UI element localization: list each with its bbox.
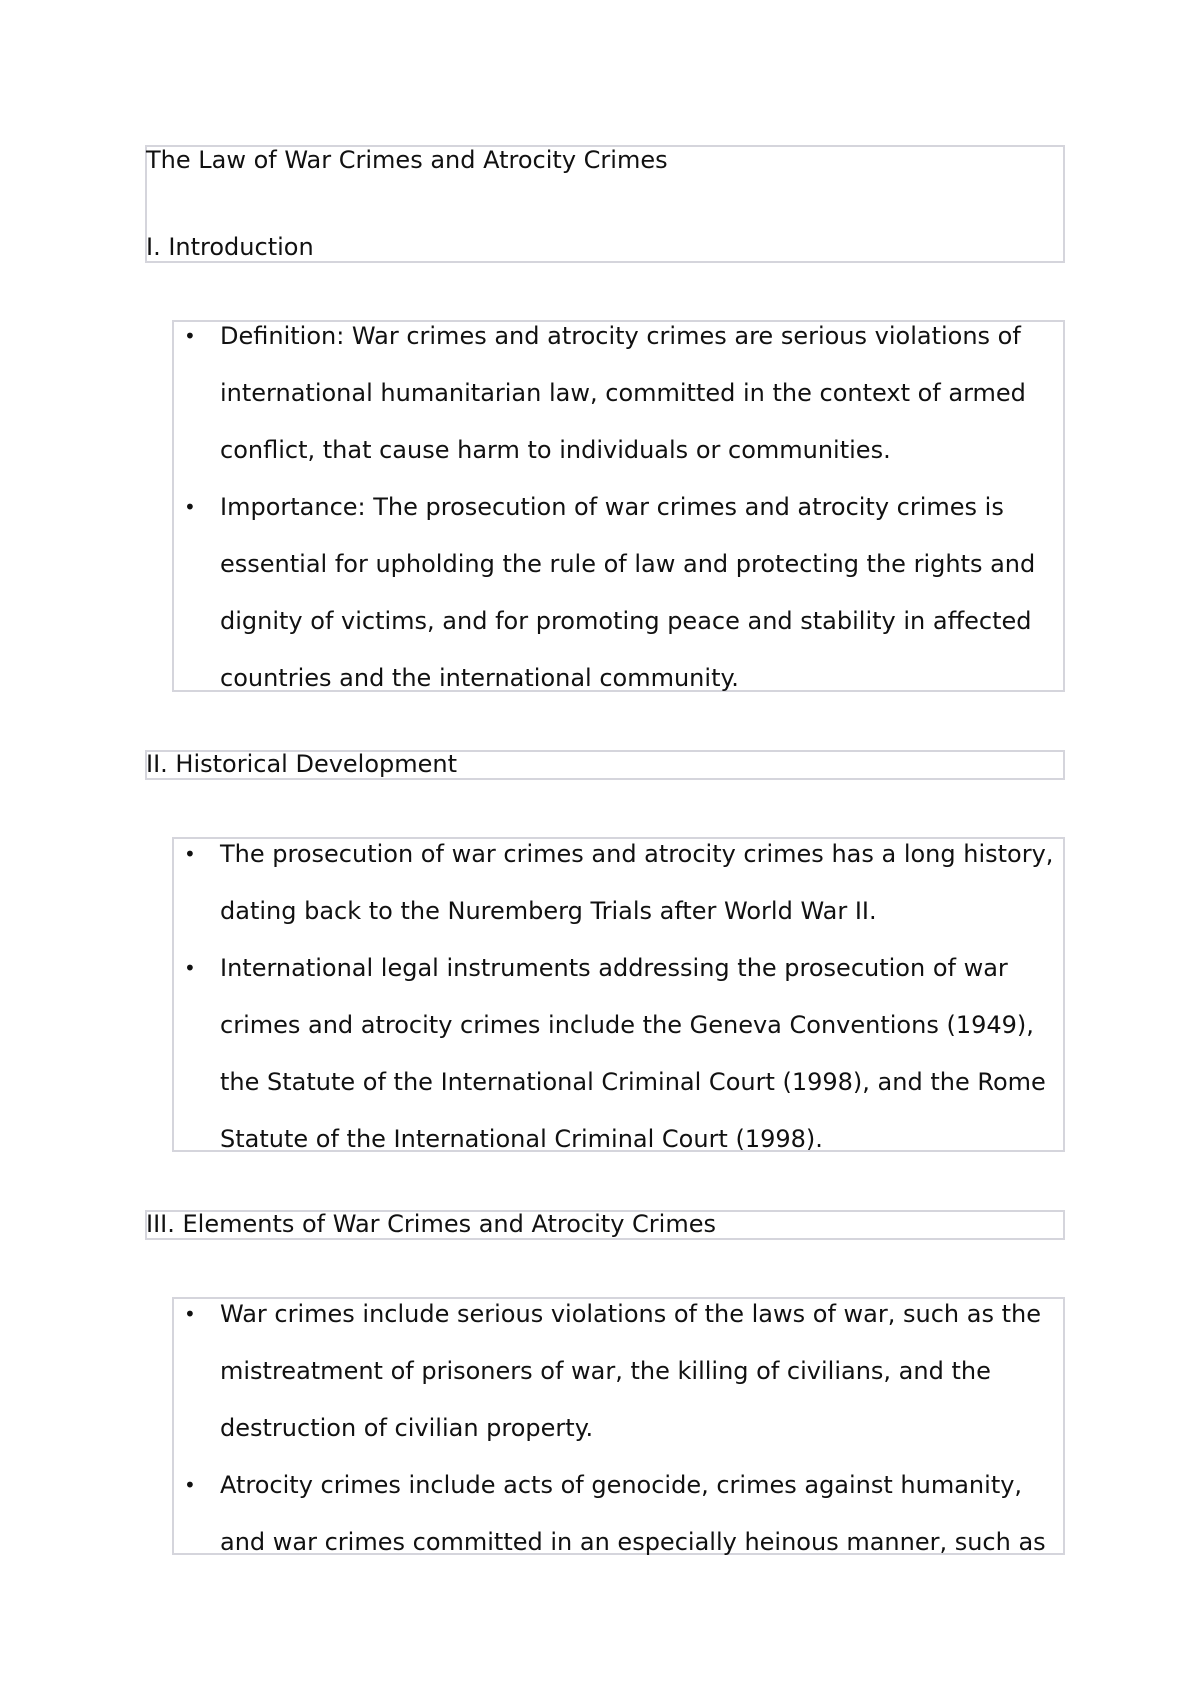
list-item bbox=[172, 479, 1062, 707]
list-item-text: The prosecution of war crimes and atrocity crimes has a long history, dating back to the Nuremberg Trials after World War II. bbox=[220, 840, 1054, 925]
bullet-icon: • bbox=[184, 956, 196, 980]
section-heading-introduction: I. Introduction bbox=[146, 233, 314, 261]
list-item bbox=[172, 1286, 1062, 1457]
bullet-list-introduction bbox=[172, 308, 1062, 707]
list-item bbox=[172, 826, 1062, 940]
list-item-text: International legal instruments addressing the prosecution of war crimes and atrocity crimes include the Geneva Conventions (1949), the Statute of the International Criminal Court (1998), and the Rome Statute of the International Criminal Court (1998). bbox=[220, 954, 1046, 1153]
list-item bbox=[172, 308, 1062, 479]
bullet-icon: • bbox=[184, 1473, 196, 1497]
bullet-icon: • bbox=[184, 324, 196, 348]
list-item bbox=[172, 940, 1062, 1168]
bullet-icon: • bbox=[184, 1302, 196, 1326]
bullet-list-elements bbox=[172, 1286, 1062, 1571]
section-heading-elements: III. Elements of War Crimes and Atrocity Crimes bbox=[146, 1210, 716, 1238]
document-title: The Law of War Crimes and Atrocity Crimes bbox=[146, 146, 668, 174]
list-item-text: Atrocity crimes include acts of genocide, crimes against humanity, and war crimes committed in an especially heinous manner, such as bbox=[220, 1471, 1046, 1556]
list-item-text: Definition: War crimes and atrocity crimes are serious violations of international humanitarian law, committed in the context of armed conflict, that cause harm to individuals or communities. bbox=[220, 322, 1026, 464]
section-heading-historical-development: II. Historical Development bbox=[146, 750, 458, 778]
bullet-list-historical-development bbox=[172, 826, 1062, 1168]
list-item-text: Importance: The prosecution of war crimes and atrocity crimes is essential for upholding the rule of law and protecting the rights and dignity of victims, and for promoting peace and stability in affected countries and the international community. bbox=[220, 493, 1036, 692]
bullet-icon: • bbox=[184, 842, 196, 866]
list-item-text: War crimes include serious violations of the laws of war, such as the mistreatment of prisoners of war, the killing of civilians, and the destruction of civilian property. bbox=[220, 1300, 1041, 1442]
list-item bbox=[172, 1457, 1062, 1571]
bullet-icon: • bbox=[184, 495, 196, 519]
